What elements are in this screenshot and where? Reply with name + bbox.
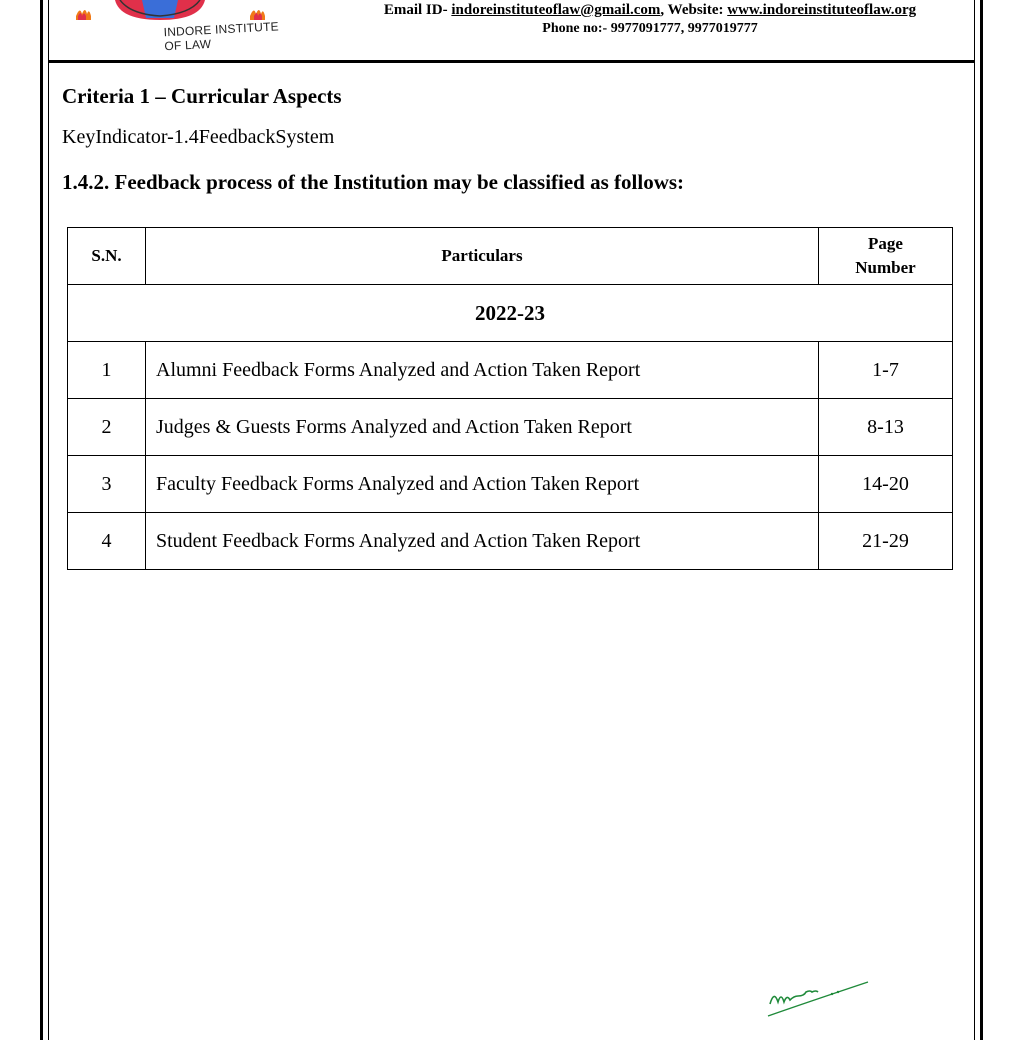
- signature: [760, 968, 880, 1024]
- logo-caption: INDORE INSTITUTE OF LAW: [163, 19, 280, 54]
- year-cell: 2022-23: [68, 285, 953, 342]
- row-page: 14-20: [819, 456, 953, 513]
- row-particulars: Judges & Guests Forms Analyzed and Action Taken Report: [146, 399, 819, 456]
- header-divider: [48, 60, 975, 63]
- institute-logo: [60, 0, 290, 58]
- email-label: Email ID-: [383, 2, 448, 18]
- table-row: [68, 513, 953, 570]
- row-page: 21-29: [819, 513, 953, 570]
- header-page-line1: Page: [868, 234, 903, 253]
- row-page: 1-7: [819, 342, 953, 399]
- header-page-number: [819, 228, 953, 285]
- email-link[interactable]: indoreinstituteoflaw@gmail.com: [451, 2, 661, 18]
- website-link[interactable]: www.indoreinstituteoflaw.org: [727, 2, 917, 18]
- row-sn: 3: [68, 456, 146, 513]
- row-particulars: Faculty Feedback Forms Analyzed and Action Taken Report: [146, 456, 819, 513]
- row-particulars: Student Feedback Forms Analyzed and Action Taken Report: [146, 513, 819, 570]
- header-sn: S.N.: [68, 228, 146, 285]
- table-row: [68, 342, 953, 399]
- criteria-heading: Criteria 1 – Curricular Aspects: [62, 84, 342, 108]
- row-sn: 1: [68, 342, 146, 399]
- row-sn: 2: [68, 399, 146, 456]
- table-row: [68, 456, 953, 513]
- row-particulars: Alumni Feedback Forms Analyzed and Action Taken Report: [146, 342, 819, 399]
- contact-email-line: [300, 2, 1000, 19]
- key-indicator: KeyIndicator-1.4FeedbackSystem: [62, 126, 335, 148]
- row-sn: 4: [68, 513, 146, 570]
- year-row: [68, 285, 953, 342]
- website-label: , Website:: [660, 2, 724, 18]
- feedback-table: [67, 227, 953, 570]
- section-title: 1.4.2. Feedback process of the Institution may be classified as follows:: [62, 170, 685, 194]
- table-row: [68, 399, 953, 456]
- header-page-line2: Number: [855, 258, 916, 277]
- header-particulars: Particulars: [146, 228, 819, 285]
- table-header-row: [68, 228, 953, 285]
- contact-phone-line: Phone no:- 9977091777, 9977019777: [542, 21, 758, 36]
- row-page: 8-13: [819, 399, 953, 456]
